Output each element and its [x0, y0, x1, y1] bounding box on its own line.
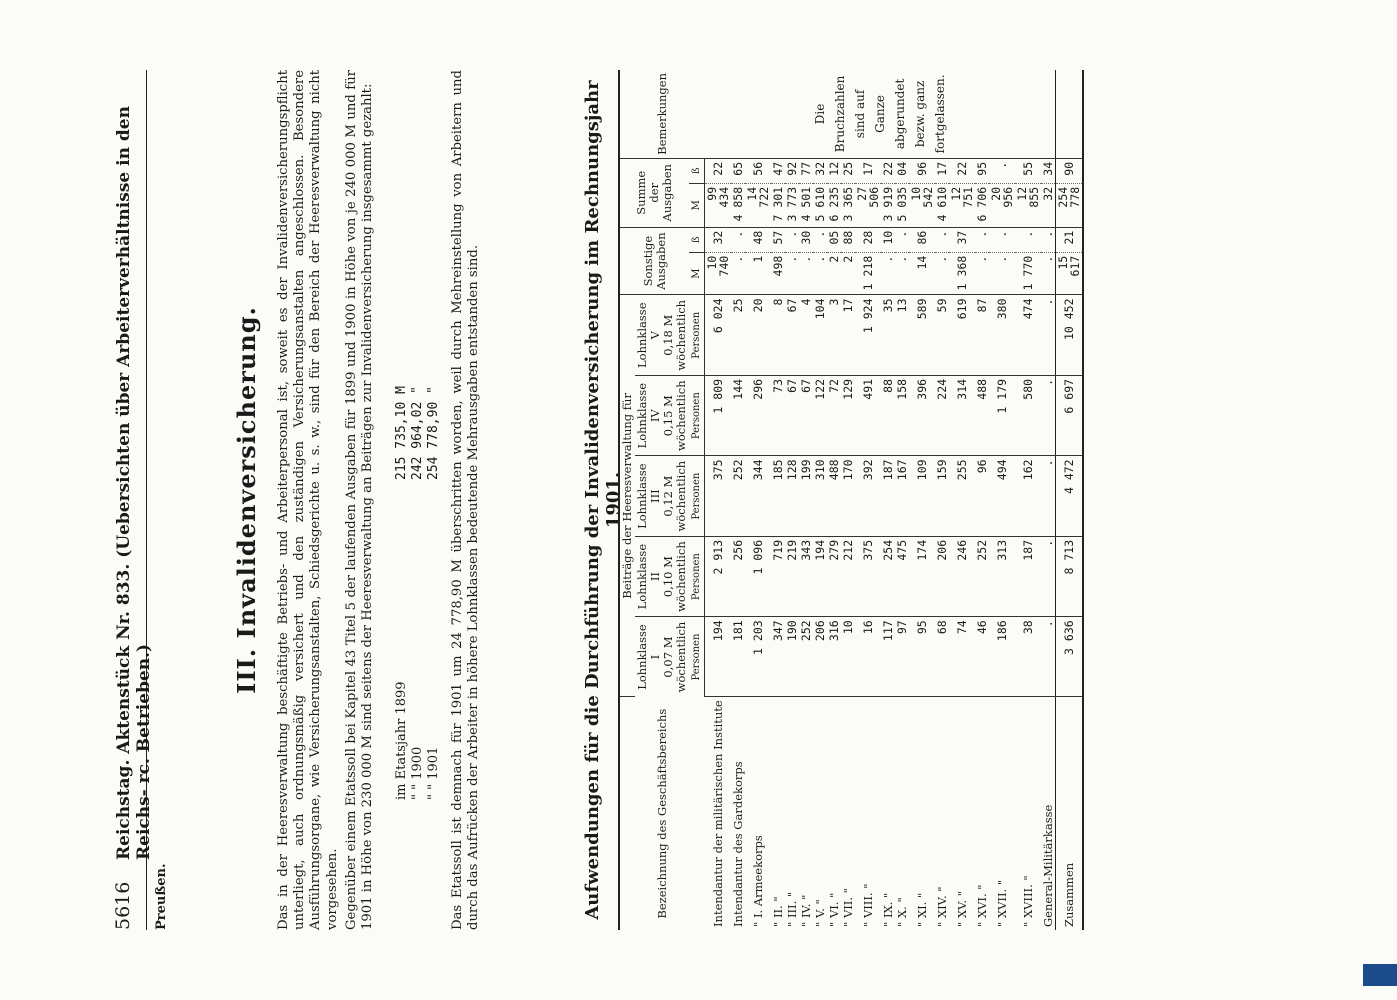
header-title: Reichstag. Aktenstück Nr. 833. (Uebersichten über Arbeiterverhältnisse in den Reichs- rc. Betrieben.): [114, 106, 154, 860]
cell-om: .: [799, 252, 813, 295]
cell-c5: 3: [827, 295, 841, 375]
cell-c3: 255: [949, 456, 975, 536]
cell-c5: 4: [799, 295, 813, 375]
total-c4: 6 697: [1056, 375, 1084, 455]
cell-op: 57: [771, 227, 785, 252]
cell-op: 10: [881, 227, 895, 252]
cell-c2: 719: [771, 536, 785, 616]
cell-c1: 316: [827, 617, 841, 697]
cell-c4: 72: [827, 375, 841, 455]
cell-sm: 5 035: [895, 183, 909, 227]
cell-sm: 4 501: [799, 183, 813, 227]
unit-mark-other: M: [689, 252, 705, 295]
cell-op: .: [731, 227, 745, 252]
unit-persons-2: Personen: [689, 536, 705, 616]
cell-c4: 491: [855, 375, 881, 455]
cell-sp: 95: [975, 158, 989, 183]
remarks-note: Die Bruchzahlen sind auf Ganze abgerundet bezw. ganz fortgelassen.: [705, 70, 1056, 158]
table-row: [881, 70, 895, 930]
col-class-4: [635, 375, 689, 455]
cell-om: .: [785, 252, 799, 295]
cell-om: .: [895, 252, 909, 295]
cell-c3: 375: [705, 456, 732, 536]
cell-sp: 56: [745, 158, 771, 183]
cell-c1: 46: [975, 617, 989, 697]
table-row: [1015, 70, 1041, 930]
cell-op: 88: [841, 227, 855, 252]
cell-op: 48: [745, 227, 771, 252]
cell-sp: 12: [827, 158, 841, 183]
digitization-note-wrap: [1369, 10, 1391, 990]
cell-sm: 20 956: [989, 183, 1015, 227]
cell-sm: 99 434: [705, 183, 732, 227]
cell-om: .: [1041, 252, 1056, 295]
cell-om: 1 368: [949, 252, 975, 295]
cell-c1: 10: [841, 617, 855, 697]
cell-c5: 1 924: [855, 295, 881, 375]
cell-c4: 1 179: [989, 375, 1015, 455]
unit-persons-3: Personen: [689, 456, 705, 536]
cell-om: 2: [841, 252, 855, 295]
cell-c1: 95: [909, 617, 935, 697]
col-total: Summe der Ausgaben: [619, 158, 689, 227]
row-name: " III. ": [785, 891, 799, 927]
cell-c4: 224: [935, 375, 949, 455]
cell-c5: 35: [881, 295, 895, 375]
cell-om: .: [813, 252, 827, 295]
cell-c1: 1 203: [745, 617, 771, 697]
cell-c1: 97: [895, 617, 909, 697]
class-4-rate: 0,15 M wöchentlich: [661, 380, 688, 452]
cell-c4: 129: [841, 375, 855, 455]
table-row: [1041, 70, 1056, 930]
cell-op: .: [1015, 227, 1041, 252]
year-amount-1900: 242 964,02 ": [410, 386, 425, 480]
cell-op: 86: [909, 227, 935, 252]
cell-op: 28: [855, 227, 881, 252]
cell-c4: .: [1041, 375, 1056, 455]
cell-c4: 158: [895, 375, 909, 455]
year-amount-1901: 254 778,90 ": [426, 386, 441, 480]
cell-c2: 187: [1015, 536, 1041, 616]
row-name: " IV. ": [799, 894, 813, 927]
cell-c1: 194: [705, 617, 732, 697]
cell-c4: 67: [785, 375, 799, 455]
cell-c1: 186: [989, 617, 1015, 697]
cell-op: .: [989, 227, 1015, 252]
cell-op: .: [813, 227, 827, 252]
year-amount-1899: 215 735,10 M: [394, 386, 409, 480]
cell-sp: 22: [705, 158, 732, 183]
cell-c5: 87: [975, 295, 989, 375]
cell-c2: 219: [785, 536, 799, 616]
total-sp: 90: [1056, 158, 1084, 183]
cell-op: .: [785, 227, 799, 252]
table-row: [935, 70, 949, 930]
cell-c5: 67: [785, 295, 799, 375]
table-body: [705, 70, 1084, 930]
cell-c5: 6 024: [705, 295, 732, 375]
cell-c5: 20: [745, 295, 771, 375]
cell-sm: 3 919: [881, 183, 895, 227]
cell-c2: 212: [841, 536, 855, 616]
cell-c3: 170: [841, 456, 855, 536]
row-name: " II. ": [771, 896, 785, 927]
cell-c1: .: [1041, 617, 1056, 697]
cell-c1: 181: [731, 617, 745, 697]
cell-c5: 8: [771, 295, 785, 375]
dfg-logo: [1363, 964, 1397, 986]
cell-om: 1: [745, 252, 771, 295]
col-other: Sonstige Ausgaben: [619, 227, 689, 295]
cell-om: .: [881, 252, 895, 295]
cell-sm: 4 858: [731, 183, 745, 227]
cell-c5: 104: [813, 295, 827, 375]
cell-c2: 174: [909, 536, 935, 616]
cell-c4: 580: [1015, 375, 1041, 455]
unit-mark-total: M: [689, 183, 705, 227]
table-row: [841, 70, 855, 930]
cell-sm: 3 773: [785, 183, 799, 227]
cell-c5: .: [1041, 295, 1056, 375]
cell-c4: 396: [909, 375, 935, 455]
cell-c1: 206: [813, 617, 827, 697]
cell-c2: 2 913: [705, 536, 732, 616]
class-5-rate: 0,18 M wöchentlich: [661, 299, 688, 371]
cell-c2: 375: [855, 536, 881, 616]
table-row: [799, 70, 813, 930]
digitization-bar: [1369, 10, 1391, 990]
cell-c4: 314: [949, 375, 975, 455]
cell-c3: 344: [745, 456, 771, 536]
row-name: " VIII. ": [861, 883, 875, 927]
page-number: 5616: [112, 881, 134, 930]
paragraph-2: Gegenüber einem Etatssoll bei Kapitel 43 Titel 5 der laufenden Ausgaben für 1899 und 1900 in Höhe von je 240 000 M und für 1901 in Höhe von 230 000 M sind seitens der Heeresverwaltung an Beiträgen zur Invalidenversicherung insgesammt gezahlt:: [344, 70, 376, 930]
cell-c5: 59: [935, 295, 949, 375]
table-row: [785, 70, 799, 930]
class-2-rate: 0,10 M wöchentlich: [661, 541, 688, 612]
total-c1: 3 636: [1056, 617, 1084, 697]
table-row: [989, 70, 1015, 930]
unit-pf-total: ß: [689, 158, 705, 183]
cell-c2: 256: [731, 536, 745, 616]
row-name: " XVI. ": [975, 884, 989, 927]
section-title: III. Invalidenversicherung.: [232, 306, 261, 694]
table-title: Aufwendungen für die Durchführung der Invalidenversicherung im Rechnungsjahr 1901.: [582, 80, 624, 920]
year-label-1901: " " 1901: [426, 746, 441, 800]
cell-op: .: [1041, 227, 1056, 252]
class-4-name: Lohnklasse IV: [635, 382, 662, 449]
cell-op: 05: [827, 227, 841, 252]
class-1-name: Lohnklasse I: [635, 624, 662, 690]
cell-c5: 380: [989, 295, 1015, 375]
row-name: " XVII. ": [995, 879, 1009, 927]
cell-om: .: [989, 252, 1015, 295]
cell-om: 10 740: [705, 252, 732, 295]
cell-sm: 10 542: [909, 183, 935, 227]
cell-c2: 246: [949, 536, 975, 616]
cell-c2: 313: [989, 536, 1015, 616]
cell-om: .: [731, 252, 745, 295]
cell-om: 2: [827, 252, 841, 295]
cell-c2: .: [1041, 536, 1056, 616]
cell-sp: 32: [813, 158, 827, 183]
cell-c3: 96: [975, 456, 989, 536]
total-sm: 254 778: [1056, 183, 1084, 227]
table-row: [909, 70, 935, 930]
unit-persons-5: Personen: [689, 295, 705, 375]
cell-c2: 475: [895, 536, 909, 616]
cell-c2: 254: [881, 536, 895, 616]
row-name: " XV. ": [955, 890, 969, 927]
cell-om: .: [935, 252, 949, 295]
cell-sp: 04: [895, 158, 909, 183]
cell-c1: 16: [855, 617, 881, 697]
cell-sp: 25: [841, 158, 855, 183]
cell-c1: 117: [881, 617, 895, 697]
cell-sm: 12 751: [949, 183, 975, 227]
cell-om: 14: [909, 252, 935, 295]
cell-c3: 252: [731, 456, 745, 536]
year-label-1899: im Etatsjahr 1899: [394, 681, 409, 800]
page-header: [100, 70, 154, 930]
cell-sp: .: [989, 158, 1015, 183]
cell-c1: 252: [799, 617, 813, 697]
cell-c1: 74: [949, 617, 975, 697]
class-2-name: Lohnklasse II: [635, 543, 662, 610]
cell-c3: 187: [881, 456, 895, 536]
cell-c3: 392: [855, 456, 881, 536]
cell-sp: 17: [855, 158, 881, 183]
year-label-1900: " " 1900: [410, 746, 425, 800]
class-5-name: Lohnklasse V: [635, 302, 662, 368]
cell-c5: 619: [949, 295, 975, 375]
cell-c3: 310: [813, 456, 827, 536]
total-op: 21: [1056, 227, 1084, 252]
class-3-rate: 0,12 M wöchentlich: [661, 460, 688, 532]
row-name: " V. ": [813, 899, 827, 927]
table-row: [855, 70, 881, 930]
total-om: 15 617: [1056, 252, 1084, 295]
cell-sp: 17: [935, 158, 949, 183]
cell-c2: 343: [799, 536, 813, 616]
table-row: [813, 70, 827, 930]
cell-c2: 194: [813, 536, 827, 616]
cell-om: .: [975, 252, 989, 295]
cell-c3: 162: [1015, 456, 1041, 536]
table-row: [895, 70, 909, 930]
cell-c5: 13: [895, 295, 909, 375]
cell-c4: 88: [881, 375, 895, 455]
cell-c5: 474: [1015, 295, 1041, 375]
cell-sm: 3 365: [841, 183, 855, 227]
cell-sp: 96: [909, 158, 935, 183]
cell-c5: 25: [731, 295, 745, 375]
cell-c4: 296: [745, 375, 771, 455]
cell-c4: 144: [731, 375, 745, 455]
col-class-1: [635, 617, 689, 697]
cell-op: .: [975, 227, 989, 252]
table-row: [745, 70, 771, 930]
cell-om: 498: [771, 252, 785, 295]
cell-c3: .: [1041, 456, 1056, 536]
unit-persons-1: Personen: [689, 617, 705, 697]
cell-sp: 22: [949, 158, 975, 183]
cell-c1: 68: [935, 617, 949, 697]
cell-c4: 73: [771, 375, 785, 455]
cell-om: 1 770: [1015, 252, 1041, 295]
cell-c2: 206: [935, 536, 949, 616]
cell-op: 32: [705, 227, 732, 252]
cell-c4: 488: [975, 375, 989, 455]
row-name: " XVIII. ": [1021, 875, 1035, 927]
cell-sm: 12 855: [1015, 183, 1041, 227]
col-remarks: Bemerkungen: [619, 70, 705, 158]
cell-c4: 122: [813, 375, 827, 455]
cell-c3: 159: [935, 456, 949, 536]
cell-sp: 34: [1041, 158, 1056, 183]
row-name: " XI. ": [915, 892, 929, 927]
cell-sp: 77: [799, 158, 813, 183]
cell-sp: 47: [771, 158, 785, 183]
paragraph-3: Das Etatssoll ist demnach für 1901 um 24 778,90 M überschritten worden, weil durch Mehreinstellung von Arbeitern und durch das Aufrücken der Arbeiter in höhere Lohnklassen bedeutende Mehrausgaben entstanden sind.: [450, 70, 482, 930]
col-class-5: [635, 295, 689, 375]
cell-c2: 252: [975, 536, 989, 616]
cell-op: .: [895, 227, 909, 252]
cell-c2: 279: [827, 536, 841, 616]
cell-sp: 92: [785, 158, 799, 183]
table-row: [827, 70, 841, 930]
row-name: " VI. ": [827, 892, 841, 927]
table-row: [975, 70, 989, 930]
row-name: Intendantur der militärischen Institute: [710, 700, 725, 927]
row-name: " X. ": [895, 897, 909, 927]
cell-c2: 1 096: [745, 536, 771, 616]
row-name: " XIV. ": [935, 886, 949, 927]
paragraph-1: Das in der Heeresverwaltung beschäftigte Betriebs- und Arbeiterpersonal ist, soweit es der Invalidenversicherungspflicht unterliegt, auch ordnungsmäßig versichert und den zuständigen Versicherungsanstalten angeschlossen. Besondere Ausführungsorgane, wie Versicherungsanstalten, Schiedsgerichte u. s. w., sind für den Bereich der Heeresverwaltung nicht vorgesehen.: [276, 70, 340, 930]
table-row: [771, 70, 785, 930]
cell-op: 30: [799, 227, 813, 252]
cell-sm: 6 706: [975, 183, 989, 227]
cell-c3: 167: [895, 456, 909, 536]
cell-c3: 185: [771, 456, 785, 536]
class-1-rate: 0,07 M wöchentlich: [661, 621, 688, 693]
cell-c1: 190: [785, 617, 799, 697]
cell-c1: 347: [771, 617, 785, 697]
cell-op: .: [935, 227, 949, 252]
cell-c3: 488: [827, 456, 841, 536]
row-name: General-Militärkasse: [1041, 804, 1055, 927]
cell-c5: 589: [909, 295, 935, 375]
col-class-3: [635, 456, 689, 536]
class-3-name: Lohnklasse III: [635, 463, 662, 529]
cell-om: 1 218: [855, 252, 881, 295]
cell-op: 37: [949, 227, 975, 252]
cell-c4: 67: [799, 375, 813, 455]
unit-pf-other: ß: [689, 227, 705, 252]
cell-sp: 65: [731, 158, 745, 183]
cell-c4: 1 809: [705, 375, 732, 455]
unit-persons-4: Personen: [689, 375, 705, 455]
col-contributions: Beiträge der Heeresverwaltung für: [619, 295, 635, 697]
total-c2: 8 713: [1056, 536, 1084, 616]
total-c3: 4 472: [1056, 456, 1084, 536]
col-designation: Bezeichnung des Geschäftsbereichs: [619, 697, 705, 930]
row-name: Intendantur des Gardekorps: [731, 761, 745, 927]
table-row: [731, 70, 745, 930]
cell-c3: 109: [909, 456, 935, 536]
row-name: " I. Armeekorps: [751, 835, 765, 927]
cell-c3: 494: [989, 456, 1015, 536]
state-label: Preußen.: [154, 863, 169, 930]
cell-sm: 14 722: [745, 183, 771, 227]
cell-sm: 4 610: [935, 183, 949, 227]
contributions-table: [618, 70, 1084, 930]
cell-c1: 38: [1015, 617, 1041, 697]
total-label: Zusammen: [1056, 697, 1084, 930]
col-class-2: [635, 536, 689, 616]
total-c5: 10 452: [1056, 295, 1084, 375]
cell-sm: 27 506: [855, 183, 881, 227]
cell-c3: 199: [799, 456, 813, 536]
total-remarks: [1056, 70, 1084, 158]
cell-sp: 55: [1015, 158, 1041, 183]
cell-sp: 22: [881, 158, 895, 183]
cell-sm: 6 235: [827, 183, 841, 227]
cell-sm: 32: [1041, 183, 1056, 227]
row-name: " IX. ": [881, 892, 895, 927]
cell-c3: 128: [785, 456, 799, 536]
cell-c5: 17: [841, 295, 855, 375]
row-name: " VII. ": [841, 888, 855, 927]
cell-sm: 5 610: [813, 183, 827, 227]
cell-sm: 7 301: [771, 183, 785, 227]
total-row: [1056, 70, 1084, 930]
table-row: [949, 70, 975, 930]
table-row: [705, 70, 732, 930]
